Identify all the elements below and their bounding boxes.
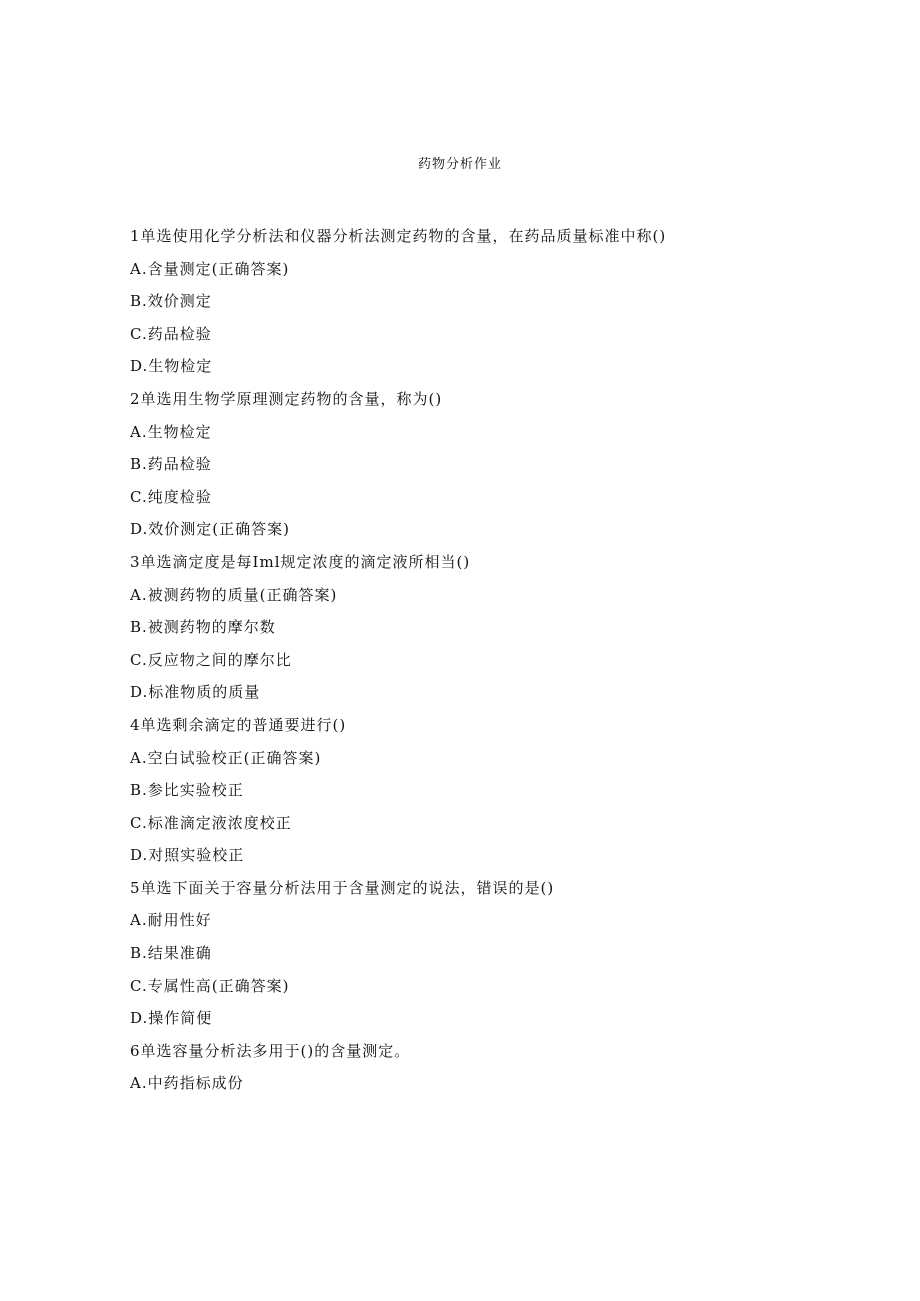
question-2-stem: 2单选用生物学原理测定药物的含量，称为() <box>130 389 443 408</box>
question-5-option-c: C.专属性高(正确答案) <box>130 976 290 995</box>
question-3-option-a: A.被测药物的质量(正确答案) <box>130 585 338 604</box>
question-1-option-d: D.生物检定 <box>130 357 213 376</box>
question-3-stem: 3单选滴定度是每Iml规定浓度的滴定液所相当() <box>130 552 471 571</box>
question-6-option-a: A.中药指标成份 <box>130 1074 244 1093</box>
question-6-stem: 6单选容量分析法多用于()的含量测定。 <box>130 1041 411 1060</box>
document-title: 药物分析作业 <box>417 157 502 172</box>
question-2-option-d: D.效价测定(正确答案) <box>130 520 290 539</box>
question-5-option-a: A.耐用性好 <box>130 911 212 930</box>
question-2-option-b: B.药品检验 <box>130 455 212 474</box>
question-4-option-c: C.标准滴定液浓度校正 <box>130 813 292 832</box>
question-4-option-a: A.空白试验校正(正确答案) <box>130 748 322 767</box>
question-3-option-b: B.被测药物的摩尔数 <box>130 618 276 637</box>
question-2-option-a: A.生物检定 <box>130 422 212 441</box>
question-1-option-b: B.效价测定 <box>130 292 212 311</box>
question-5-stem: 5单选下面关于容量分析法用于含量测定的说法，错误的是() <box>130 878 555 897</box>
question-3-option-c: C.反应物之间的摩尔比 <box>130 650 292 669</box>
question-3-option-d: D.标准物质的质量 <box>130 683 261 702</box>
question-4-option-d: D.对照实验校正 <box>130 846 245 865</box>
question-5-option-d: D.操作简便 <box>130 1009 213 1028</box>
question-1-stem: 1单选使用化学分析法和仪器分析法测定药物的含量，在药品质量标准中称() <box>130 227 667 245</box>
question-4-stem: 4单选剩余滴定的普通要进行() <box>130 715 347 734</box>
question-2-option-c: C.纯度检验 <box>130 487 212 506</box>
question-4-option-b: B.参比实验校正 <box>130 781 244 800</box>
document-body <box>130 225 830 1105</box>
question-1-option-a: A.含量测定(正确答案) <box>130 259 290 278</box>
question-1-option-c: C.药品检验 <box>130 324 212 343</box>
question-5-option-b: B.结果准确 <box>130 944 212 963</box>
